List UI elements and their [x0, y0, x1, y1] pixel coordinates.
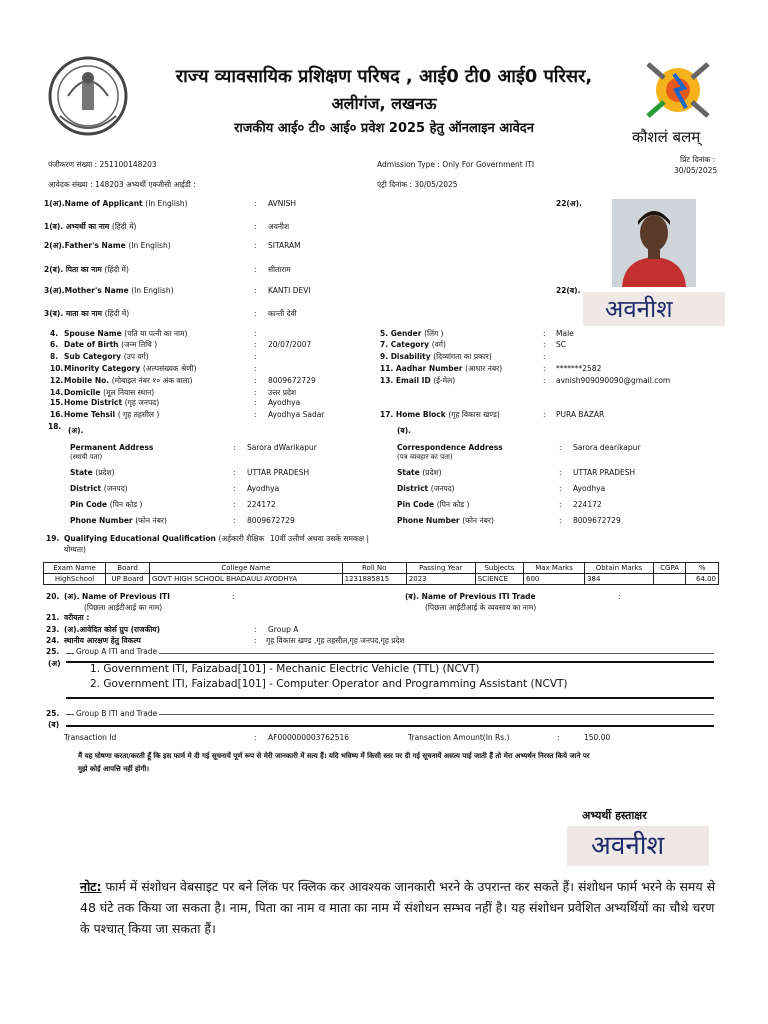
- mother-name-en-label: 3(अ).Mother's Name (In English): [44, 286, 174, 295]
- group-b-title: Group B ITI and Trade: [76, 709, 158, 718]
- sign-label: 22(ब).: [556, 286, 581, 295]
- applicant-name-hi: अवनीश: [268, 222, 290, 231]
- detail-value: *******2582: [556, 364, 602, 373]
- colon: :: [254, 265, 257, 274]
- registration-number: पंजीकरण संख्या : 251100148203: [48, 160, 157, 169]
- address-field-label-hi: (पिन कोड ): [109, 500, 143, 509]
- address-field-label-hi: (फोन नंबर): [135, 516, 167, 525]
- detail-label: [64, 352, 149, 362]
- colon: :: [254, 388, 257, 397]
- detail-label-en: Gender: [390, 329, 422, 338]
- group-a-border-top: [66, 653, 714, 654]
- cell-max-marks: 600: [524, 574, 585, 585]
- address-field-label-hi: (पिन कोड ): [436, 500, 470, 509]
- detail-label-hi: (मोबाइल नंबर १० अंक वाला): [111, 376, 193, 385]
- address-field-label-hi: (जनपद): [430, 484, 455, 493]
- colon: :: [233, 484, 236, 493]
- detail-label-hi: (वर्ग): [431, 340, 446, 349]
- corr-address-label-hi: (पत्र व्यवहार का पता): [397, 453, 453, 461]
- detail-value: avnish909090090@gmail.com: [556, 376, 671, 385]
- father-name-hi-label: 2(ब). पिता का नाम (हिंदी में): [44, 265, 129, 274]
- local-reservation-label: स्थानीय आरक्षण हेतु विकल्प: [64, 636, 141, 645]
- colon: :: [254, 329, 257, 338]
- detail-value: PURA BAZAR: [556, 410, 605, 419]
- perm-field-value: 8009672729: [247, 516, 295, 525]
- col-passing-year: Passing Year: [406, 563, 475, 574]
- detail-label-en: Disability: [390, 352, 431, 361]
- address-field-label: [397, 516, 494, 526]
- detail-label-en: Minority Category: [64, 364, 141, 373]
- detail-value: Ayodhya: [268, 398, 301, 407]
- colon: :: [254, 222, 257, 231]
- declaration-line1: मैं यह घोषणा करता/करती हूँ कि इस फार्म मे दी गई सूचनायें पूर्ण रूप से मेरी जानकारी में सत्य हैं। यदि भविष्य में किसी स्तर पर दी गई सूचनायें असत्य पाई जाती हैं तो मेरा अभ्यर्थन निरस्त किये जाने पर: [78, 752, 590, 760]
- course-group-label: (अ).आवेदित कोर्स ग्रुप (राजकीय): [64, 625, 161, 634]
- detail-label-hi: (आधार नंबर): [465, 364, 503, 373]
- col-exam-name: Exam Name: [44, 563, 106, 574]
- perm-address-label-hi: (स्थायी पता): [70, 453, 103, 461]
- group-a-title: Group A ITI and Trade: [76, 647, 158, 656]
- colon: :: [254, 352, 257, 361]
- detail-num: 17.: [380, 410, 394, 419]
- address-field-label-en: Pin Code: [70, 500, 108, 509]
- corr-marker: (ब).: [397, 426, 411, 435]
- detail-value: Male: [556, 329, 574, 338]
- detail-value: Ayodhya Sadar: [268, 410, 325, 419]
- col-obtain-marks: Obtain Marks: [585, 563, 654, 574]
- page-title-line2: अलीगंज, लखनऊ: [331, 94, 437, 113]
- photo-signature: अवनीश: [583, 292, 725, 326]
- perm-field-value: Ayodhya: [247, 484, 280, 493]
- perm-address-label: Permanent Address: [70, 443, 154, 452]
- detail-label: [64, 329, 187, 339]
- colon: :: [254, 410, 257, 419]
- detail-num: 5.: [380, 329, 389, 338]
- print-date: 30/05/2025: [674, 166, 718, 175]
- address-section-num: 18.: [48, 422, 62, 431]
- preference-label: वरीयता :: [64, 613, 90, 622]
- previous-iti-trade-label-hi: (पिछला आईटीआई के व्यवसाय का नाम): [425, 603, 537, 612]
- qualification-num: 19.: [46, 534, 60, 543]
- colon: :: [254, 309, 257, 318]
- colon: :: [543, 340, 546, 349]
- detail-label: [64, 364, 197, 374]
- detail-label: [64, 388, 154, 398]
- father-name-hi: सीताराम: [268, 265, 291, 274]
- detail-label-en: Date of Birth: [64, 340, 119, 349]
- col-board: Board: [106, 563, 150, 574]
- detail-label-hi: (जन्म तिथि ): [121, 340, 158, 349]
- col-roll-no: Roll No: [342, 563, 406, 574]
- course-group-num: 23.: [46, 625, 60, 634]
- detail-value: 20/07/2007: [268, 340, 312, 349]
- previous-iti-trade-label: (ब). Name of Previous ITI Trade: [405, 592, 536, 601]
- detail-label-en: Sub Category: [64, 352, 122, 361]
- colon: :: [543, 352, 546, 361]
- transaction-amount-label: Transaction Amount(In Rs.): [408, 733, 510, 742]
- detail-label-en: Home Tehsil: [64, 410, 116, 419]
- detail-label: [380, 410, 500, 420]
- detail-label-hi: (ई-मेल): [433, 376, 456, 385]
- address-field-label: [70, 516, 167, 526]
- colon: :: [254, 364, 257, 373]
- group-b-border-top: [66, 714, 714, 715]
- detail-num: 6.: [50, 340, 59, 349]
- logo-caption: कौशलं बलम्: [632, 128, 701, 146]
- colon: :: [254, 398, 257, 407]
- detail-num: 11.: [380, 364, 394, 373]
- group-a-sub: (अ): [48, 659, 61, 668]
- col-percent: %: [686, 563, 719, 574]
- local-reservation-num: 24.: [46, 636, 60, 645]
- detail-label-hi: (गृह विकास खण्ड): [448, 410, 500, 419]
- qualification-label: Qualifying Educational Qualification (अर्हकारी शैक्षिक: [64, 534, 265, 543]
- cell-board: UP Board: [106, 574, 150, 585]
- address-field-label-en: District: [397, 484, 429, 493]
- cell-college-name: GOVT HIGH SCHOOL BHADAULI AYODHYA: [150, 574, 343, 585]
- colon: :: [543, 364, 546, 373]
- declaration-line2: मुझे कोई आपत्ति नहीं होगी।: [78, 765, 149, 773]
- detail-num: 16.: [50, 410, 64, 419]
- note-text: फार्म में संशोधन वेबसाइट पर बने लिंक पर क्लिक कर आवश्यक जानकारी भरने के उपरान्त कर सकते हैं। संशोधन फार्म भरने के समय से 48 घंटे तक किया जा सकता है। नाम, पिता का नाम व माता का नाम में संशोधन सम्भव नहीं है। यह संशोधन प्रवेशित अभ्यर्थियों का चौथे चरण के पश्चात् किया जा सकता हैं।: [80, 879, 716, 936]
- colon: :: [559, 500, 562, 509]
- photo-label: 22(अ).: [556, 199, 582, 208]
- address-field-label: [70, 500, 142, 510]
- applicant-name-en: AVNISH: [268, 199, 297, 208]
- address-field-label-hi: (प्रदेश): [95, 468, 115, 477]
- address-field-label: [397, 484, 455, 494]
- detail-label-hi: (मूल निवास स्थान): [103, 388, 155, 397]
- colon: :: [557, 733, 560, 742]
- candidate-signature: अवनीश: [567, 826, 709, 866]
- detail-label: [64, 376, 193, 386]
- colon: :: [232, 592, 235, 601]
- colon: :: [254, 340, 257, 349]
- detail-label-hi: (लिंग ): [424, 329, 444, 338]
- detail-value: 8009672729: [268, 376, 316, 385]
- detail-label-en: Spouse Name: [64, 329, 122, 338]
- preference-num: 21.: [46, 613, 60, 622]
- detail-label-hi: (अल्पसंख्यक श्रेणी): [142, 364, 197, 373]
- address-field-label: [397, 500, 469, 510]
- address-field-label-en: Phone Number: [70, 516, 133, 525]
- colon: :: [254, 241, 257, 250]
- group-a-item-1: 1. Government ITI, Faizabad[101] - Mechanic Electric Vehicle (TTL) (NCVT): [90, 663, 480, 675]
- detail-label-hi: (पति या पत्नी का नाम): [124, 329, 188, 338]
- print-date-label: प्रिंट दिनांक :: [680, 155, 716, 164]
- mother-name-en: KANTI DEVI: [268, 286, 311, 295]
- cell-cgpa: [653, 574, 686, 585]
- corr-address: Sarora dearikapur: [573, 443, 641, 452]
- detail-label-en: Email ID: [395, 376, 431, 385]
- father-name-en: SITARAM: [268, 241, 301, 250]
- detail-num: 10.: [50, 364, 64, 373]
- table-row: [44, 574, 719, 585]
- colon: :: [543, 376, 546, 385]
- detail-num: 15.: [50, 398, 64, 407]
- detail-label-hi: (उप वर्ग): [123, 352, 149, 361]
- colon: :: [543, 329, 546, 338]
- address-field-label-en: District: [70, 484, 102, 493]
- cell-obtain-marks: 384: [585, 574, 654, 585]
- colon: :: [559, 443, 562, 452]
- colon: :: [254, 733, 257, 742]
- table-header-row: [44, 563, 719, 574]
- detail-num: 13.: [380, 376, 394, 385]
- detail-label: [380, 352, 492, 362]
- mother-name-hi-label: 3(ब). माता का नाम (हिंदी में): [44, 309, 130, 318]
- detail-value: SC: [556, 340, 566, 349]
- detail-label: [380, 329, 444, 339]
- colon: :: [254, 636, 257, 645]
- detail-num: 14.: [50, 388, 64, 397]
- colon: :: [233, 516, 236, 525]
- address-field-label-hi: (प्रदेश): [422, 468, 442, 477]
- colon: :: [559, 468, 562, 477]
- colon: :: [254, 625, 257, 634]
- address-field-label-hi: (जनपद): [103, 484, 128, 493]
- cell-roll-no: 1231885815: [342, 574, 406, 585]
- detail-label: [380, 376, 455, 386]
- perm-marker: (अ).: [68, 426, 84, 435]
- father-name-en-label: 2(अ).Father's Name (In English): [44, 241, 171, 250]
- colon: :: [559, 516, 562, 525]
- cell-percent: 64.00: [686, 574, 719, 585]
- signature-label: अभ्यर्थी हस्ताक्षर: [582, 809, 647, 822]
- detail-label-hi: (दिव्यांगता का प्रकार): [433, 352, 492, 361]
- note: [80, 876, 720, 939]
- detail-value: उत्तर प्रदेश: [268, 388, 297, 397]
- detail-label: [380, 364, 502, 374]
- course-group-value: Group A: [268, 625, 299, 634]
- group-b-num: 25.: [46, 709, 60, 718]
- corr-field-value: Ayodhya: [573, 484, 606, 493]
- local-reservation-value: गृह विकास खण्ड ,गृह तहसील,गृह जनपद,गृह प्रदेश: [266, 636, 405, 645]
- cell-subjects: SCIENCE: [475, 574, 523, 585]
- address-field-label-en: State: [70, 468, 93, 477]
- detail-num: 12.: [50, 376, 64, 385]
- col-max-marks: Max Marks: [524, 563, 585, 574]
- colon: :: [233, 443, 236, 452]
- address-field-label-hi: (फोन नंबर): [462, 516, 494, 525]
- corr-field-value: UTTAR PRADESH: [573, 468, 636, 477]
- group-a-num: 25.: [46, 647, 60, 656]
- transaction-id-label: Transaction Id: [64, 733, 117, 742]
- colon: :: [559, 484, 562, 493]
- address-field-label-en: Pin Code: [397, 500, 435, 509]
- perm-field-value: 224172: [247, 500, 276, 509]
- application-number: आवेदक संख्या : 148203 अभ्यर्थी एक्जीसी आईडी :: [48, 180, 196, 189]
- detail-label: [64, 410, 159, 420]
- detail-label: [64, 398, 159, 408]
- previous-iti-label: (अ). Name of Previous ITI: [64, 592, 170, 601]
- applicant-photo: [612, 199, 696, 287]
- corr-address-label: Correspondence Address: [397, 443, 503, 452]
- detail-label-en: Domicile: [64, 388, 101, 397]
- cell-passing-year: 2023: [406, 574, 475, 585]
- colon: :: [618, 592, 621, 601]
- detail-num: 8.: [50, 352, 59, 361]
- qualification-label-sub: योग्यता): [64, 545, 86, 554]
- applicant-name-en-label: 1(अ).Name of Applicant (In English): [44, 199, 188, 208]
- group-b-sub: (ब): [48, 720, 60, 729]
- mother-name-hi: कान्ती देवी: [268, 309, 297, 318]
- detail-num: 4.: [50, 329, 59, 338]
- colon: :: [233, 500, 236, 509]
- detail-label-en: Home Block: [395, 410, 446, 419]
- address-field-label: [70, 468, 115, 478]
- col-cgpa: CGPA: [653, 563, 686, 574]
- qualification-value: 10वीं उत्तीर्ण अथवा उसके समकक्ष |: [270, 534, 370, 543]
- corr-field-value: 224172: [573, 500, 602, 509]
- detail-label: [380, 340, 446, 350]
- admission-type: Admission Type : Only For Government ITI: [377, 160, 535, 169]
- entry-date: एंट्री दिनांक : 30/05/2025: [377, 180, 458, 189]
- perm-address: Sarora dWarikapur: [247, 443, 317, 452]
- group-b-border-bottom: [66, 725, 714, 727]
- colon: :: [254, 376, 257, 385]
- address-field-label-en: State: [397, 468, 420, 477]
- cell-exam-name: HighSchool: [44, 574, 106, 585]
- colon: :: [254, 199, 257, 208]
- colon: :: [254, 286, 257, 295]
- detail-label-en: Aadhar Number: [395, 364, 463, 373]
- previous-iti-num: 20.: [46, 592, 60, 601]
- detail-label-en: Category: [390, 340, 430, 349]
- group-a-item-2: 2. Government ITI, Faizabad[101] - Computer Operator and Programming Assistant (NCVT): [90, 678, 568, 690]
- colon: :: [543, 410, 546, 419]
- page-subtitle: राजकीय आई० टी० आई० प्रवेश 2025 हेतु ऑनलाइन आवेदन: [234, 121, 534, 136]
- detail-label-hi: ( गृह तहसील ): [117, 410, 160, 419]
- transaction-amount: 150.00: [584, 733, 611, 742]
- colon: :: [233, 468, 236, 477]
- note-prefix: नोट:: [80, 879, 102, 894]
- detail-num: 9.: [380, 352, 389, 361]
- qualification-table: [43, 562, 719, 585]
- detail-label-en: Home District: [64, 398, 123, 407]
- detail-label-en: Mobile No.: [64, 376, 110, 385]
- col-college-name: College Name: [150, 563, 343, 574]
- previous-iti-label-hi: (पिछला आईटीआई का नाम): [84, 603, 163, 612]
- applicant-name-hi-label: 1(ब). अभ्यर्थी का नाम (हिंदी में): [44, 222, 137, 231]
- col-subjects: Subjects: [475, 563, 523, 574]
- page-title: राज्य व्यावसायिक प्रशिक्षण परिषद , आई0 टी0 आई0 परिसर,: [175, 66, 593, 87]
- address-field-label: [70, 484, 128, 494]
- address-field-label: [397, 468, 442, 478]
- detail-num: 7.: [380, 340, 389, 349]
- transaction-id: AF000000003762516: [268, 733, 350, 742]
- perm-field-value: UTTAR PRADESH: [247, 468, 310, 477]
- detail-label: [64, 340, 157, 350]
- corr-field-value: 8009672729: [573, 516, 621, 525]
- detail-label-hi: (गृह जनपद): [124, 398, 160, 407]
- address-field-label-en: Phone Number: [397, 516, 460, 525]
